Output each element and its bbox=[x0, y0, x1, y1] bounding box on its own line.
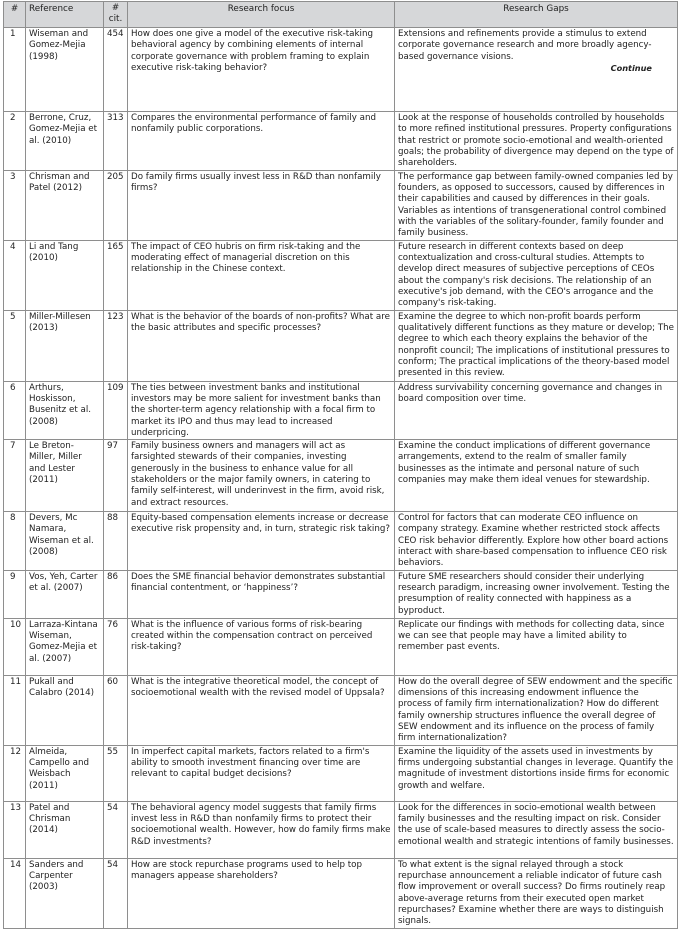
row-reference bbox=[26, 170, 104, 240]
row-citations bbox=[104, 28, 128, 112]
row-citations-text: 88 bbox=[107, 513, 119, 524]
table-row bbox=[4, 170, 678, 240]
row-reference bbox=[26, 512, 104, 571]
row-reference bbox=[26, 440, 104, 512]
row-number bbox=[4, 745, 26, 801]
row-research-gaps bbox=[395, 310, 678, 381]
row-reference-text: Le Breton-Miller, Miller and Lester (2011) bbox=[29, 441, 82, 486]
row-reference-text: Sanders and Carpenter (2003) bbox=[29, 859, 84, 893]
row-research-gaps bbox=[395, 112, 678, 171]
row-citations bbox=[104, 675, 128, 745]
row-citations bbox=[104, 858, 128, 928]
row-citations-text: 109 bbox=[107, 382, 124, 393]
row-reference bbox=[26, 618, 104, 675]
row-citations-text: 313 bbox=[107, 113, 124, 123]
table-row bbox=[4, 381, 678, 440]
row-number-text: 4 bbox=[10, 241, 16, 252]
row-number-text: 9 bbox=[10, 571, 16, 582]
row-research-gaps bbox=[395, 512, 678, 571]
row-research-gaps bbox=[395, 618, 678, 675]
row-reference bbox=[26, 570, 104, 618]
row-research-gaps-text: Examine the degree to which non-profit boards perform qualitatively different functions as they mature or develop; The degree to which each theory explains the behavior of the nonprofit council; The implications of institutional pressures to conform; The practical implications of the theory-based model presented in this review. bbox=[398, 311, 674, 379]
row-research-gaps bbox=[395, 570, 678, 618]
row-reference bbox=[26, 745, 104, 801]
row-citations-text: 97 bbox=[107, 441, 119, 452]
row-citations-text: 60 bbox=[107, 676, 119, 687]
row-number-text: 6 bbox=[10, 382, 16, 393]
table-row bbox=[4, 801, 678, 858]
row-research-gaps bbox=[395, 858, 678, 928]
table-row bbox=[4, 512, 678, 571]
row-number bbox=[4, 440, 26, 512]
row-research-gaps-text: Examine the liquidity of the assets used in investments by firms undergoing substantial changes in leverage. Quantify the magnitude of investment distortions inside firms for economic growth and welfare. bbox=[398, 746, 674, 791]
row-number bbox=[4, 675, 26, 745]
row-research-gaps bbox=[395, 675, 678, 745]
row-research-focus-text: Compares the environmental performance of family and nonfamily public corporations. bbox=[131, 113, 376, 135]
row-research-focus-text: What is the behavior of the boards of non-profits? What are the basic attributes and specific processes? bbox=[131, 311, 390, 333]
row-reference bbox=[26, 675, 104, 745]
row-research-gaps bbox=[395, 170, 678, 240]
row-number-text: 3 bbox=[10, 171, 16, 182]
row-citations bbox=[104, 440, 128, 512]
row-number-text: 13 bbox=[10, 802, 22, 813]
row-reference-text: Patel and Chrisman (2014) bbox=[29, 802, 71, 836]
row-research-gaps-text: Future research in different contexts based on deep contextualization and cross-cultural studies. Attempts to develop direct measures of subjective perceptions of CEOs about the company's risk decisions. The relationship of an executive's job demand, with the CEO's arrogance and the company's risk-taking. bbox=[398, 241, 655, 309]
row-citations-text: 54 bbox=[107, 802, 119, 813]
row-reference-text: Devers, Mc Namara, Wiseman et al. (2008) bbox=[29, 513, 94, 558]
row-reference bbox=[26, 240, 104, 310]
row-number-text: 1 bbox=[10, 29, 16, 39]
table-row bbox=[4, 858, 678, 928]
row-citations-text: 55 bbox=[107, 746, 119, 757]
table-row bbox=[4, 675, 678, 745]
row-reference-text: Vos, Yeh, Carter et al. (2007) bbox=[29, 571, 98, 593]
row-reference-text: Berrone, Cruz, Gomez-Mejia et al. (2010) bbox=[29, 113, 98, 146]
row-research-focus bbox=[128, 618, 395, 675]
row-citations bbox=[104, 112, 128, 171]
row-number bbox=[4, 170, 26, 240]
row-number bbox=[4, 512, 26, 571]
row-citations-text: 123 bbox=[107, 311, 124, 322]
row-research-gaps-text: Future SME researchers should consider their underlying research paradigm, increasing owner involvement. Testing the presumption of reality connected with happiness as a byproduct. bbox=[398, 571, 670, 616]
row-research-focus bbox=[128, 801, 395, 858]
row-citations bbox=[104, 170, 128, 240]
row-citations bbox=[104, 618, 128, 675]
row-research-focus bbox=[128, 112, 395, 171]
row-research-focus bbox=[128, 512, 395, 571]
table-row bbox=[4, 570, 678, 618]
row-research-focus-text: Equity-based compensation elements increase or decrease executive risk propensity and, in turn, strategic risk taking? bbox=[131, 513, 390, 535]
table-row bbox=[4, 618, 678, 675]
row-research-gaps bbox=[395, 745, 678, 801]
row-research-gaps bbox=[395, 28, 678, 112]
row-research-gaps bbox=[395, 381, 678, 440]
row-research-focus-text: Family business owners and managers will act as farsighted stewards of their companies, investing generously in the business to enhance value for all stakeholders or the major family owners, in catering to family self-interest, will underinvest in the firm, avoid risk, and extract resources. bbox=[131, 441, 385, 508]
row-research-focus bbox=[128, 745, 395, 801]
row-citations-text: 205 bbox=[107, 171, 124, 182]
row-research-focus-text: In imperfect capital markets, factors related to a firm's ability to smooth investment financing over time are relevant to capital budget decisions? bbox=[131, 746, 370, 780]
table-row bbox=[4, 310, 678, 381]
row-number-text: 11 bbox=[10, 676, 22, 687]
row-research-focus bbox=[128, 240, 395, 310]
table-row bbox=[4, 440, 678, 512]
row-research-gaps-text: Examine the conduct implications of different governance arrangements, extend to the realm of smaller family businesses as the intimate and personal nature of such companies may make them ideal venues for stewardship. bbox=[398, 441, 651, 486]
row-research-focus-text: The ties between investment banks and institutional investors may be more salient for investment banks than the shorter-term agency relationship with a focal firm to market its IPO and thus may lead to increased underpricing. bbox=[131, 382, 381, 438]
table-header-row bbox=[4, 2, 678, 28]
row-number-text: 12 bbox=[10, 746, 22, 757]
row-research-gaps-text: Control for factors that can moderate CEO influence on company strategy. Examine whether restricted stock affects CEO risk behavior differently. Explore how other board actions interact with share-based compensation to influence CEO risk behaviors. bbox=[398, 513, 669, 569]
row-research-gaps bbox=[395, 440, 678, 512]
continue-note: Continue bbox=[610, 62, 652, 73]
row-research-gaps-text: Replicate our findings with methods for collecting data, since we can see that people may have a limited ability to remember past events. bbox=[398, 619, 665, 653]
row-citations-text: 76 bbox=[107, 619, 119, 630]
row-research-focus bbox=[128, 570, 395, 618]
row-citations-text: 165 bbox=[107, 241, 124, 252]
row-number-text: 10 bbox=[10, 619, 22, 630]
header-research-focus: Research focus bbox=[128, 2, 395, 28]
row-reference bbox=[26, 801, 104, 858]
row-reference-text: Almeida, Campello and Weisbach (2011) bbox=[29, 746, 89, 791]
row-reference-text: Arthurs, Hoskisson, Busenitz et al. (2008) bbox=[29, 382, 91, 427]
row-citations-text: 86 bbox=[107, 571, 119, 582]
row-number bbox=[4, 112, 26, 171]
row-number-text: 2 bbox=[10, 113, 16, 123]
row-number-text: 7 bbox=[10, 441, 16, 452]
row-research-focus-text: How does one give a model of the executive risk-taking behavioral agency by combining elements of internal corporate governance with problem framing to explain executive risk-taking behavior? bbox=[131, 29, 373, 73]
row-number-text: 5 bbox=[10, 311, 16, 322]
row-research-focus bbox=[128, 675, 395, 745]
row-research-focus bbox=[128, 440, 395, 512]
table-row bbox=[4, 240, 678, 310]
row-research-gaps-text: Extensions and refinements provide a stimulus to extend corporate governance research and more broadly agency-based governance visions. bbox=[398, 29, 652, 62]
row-reference bbox=[26, 381, 104, 440]
row-number bbox=[4, 240, 26, 310]
row-reference-text: Li and Tang (2010) bbox=[29, 241, 79, 263]
row-number bbox=[4, 570, 26, 618]
row-number bbox=[4, 381, 26, 440]
row-research-focus-text: Does the SME financial behavior demonstrates substantial financial contentment, or ‘happiness’? bbox=[131, 571, 386, 593]
row-number bbox=[4, 310, 26, 381]
row-number bbox=[4, 858, 26, 928]
row-reference bbox=[26, 858, 104, 928]
row-research-focus-text: What is the integrative theoretical model, the concept of socioemotional wealth with the revised model of Uppsala? bbox=[131, 676, 385, 698]
literature-review-table bbox=[3, 1, 678, 929]
row-reference-text: Miller-Millesen (2013) bbox=[29, 311, 91, 333]
row-reference bbox=[26, 310, 104, 381]
row-research-focus-text: What is the influence of various forms of risk-bearing created within the compensation contract on perceived risk-taking? bbox=[131, 619, 373, 653]
row-research-gaps-text: To what extent is the signal relayed through a stock repurchase announcement a reliable indicator of future cash flow improvement or overall success? Do firms routinely reap above-average returns from their executed open market repurchases? Examine whether there are ways to distinguish signals. bbox=[398, 859, 666, 927]
row-citations bbox=[104, 512, 128, 571]
header-research-gaps: Research Gaps bbox=[395, 2, 678, 28]
row-citations bbox=[104, 570, 128, 618]
row-number-text: 8 bbox=[10, 513, 16, 524]
row-research-focus bbox=[128, 170, 395, 240]
row-reference-text: Chrisman and Patel (2012) bbox=[29, 171, 90, 193]
row-research-focus-text: The behavioral agency model suggests that family firms invest less in R&D than nonfamily firms to protect their socioemotional wealth. However, how do family firms make R&D investments? bbox=[131, 802, 391, 847]
row-research-focus-text: The impact of CEO hubris on firm risk-taking and the moderating effect of managerial discretion on this relationship in the Chinese context. bbox=[131, 241, 361, 275]
row-research-focus-text: Do family firms usually invest less in R&D than nonfamily firms? bbox=[131, 171, 381, 193]
row-number bbox=[4, 618, 26, 675]
row-reference bbox=[26, 112, 104, 171]
row-number bbox=[4, 801, 26, 858]
row-number bbox=[4, 28, 26, 112]
row-citations bbox=[104, 310, 128, 381]
header-number: # bbox=[4, 2, 26, 28]
row-research-gaps-text: Address survivability concerning governance and changes in board composition over time. bbox=[398, 382, 663, 404]
table-row bbox=[4, 28, 678, 112]
header-citations: # cit. bbox=[104, 2, 128, 28]
row-research-gaps-text: Look for the differences in socio-emotional wealth between family businesses and the resulting impact on risk. Consider the use of scale-based measures to directly assess the socio-emotional wealth and strategic intentions of family businesses. bbox=[398, 802, 674, 847]
row-research-gaps bbox=[395, 801, 678, 858]
row-citations bbox=[104, 745, 128, 801]
row-citations-text: 454 bbox=[107, 29, 124, 39]
row-research-focus bbox=[128, 310, 395, 381]
row-reference-text: Pukall and Calabro (2014) bbox=[29, 676, 94, 698]
row-research-gaps-text: The performance gap between family-owned companies led by founders, as opposed to successors, caused by differences in their capabilities and caused by differences in their goals. Variables as intentions of transgenerational control combined with the variables of the solitary-founder, family founder and family business. bbox=[398, 171, 673, 239]
row-number-text: 14 bbox=[10, 859, 22, 870]
row-reference-text: Wiseman and Gomez-Mejia (1998) bbox=[29, 29, 89, 62]
row-reference-text: Larraza-Kintana Wiseman, Gomez-Mejia et al. (2007) bbox=[29, 619, 98, 664]
row-research-gaps bbox=[395, 240, 678, 310]
table-row bbox=[4, 112, 678, 171]
table-body bbox=[4, 28, 678, 929]
row-citations bbox=[104, 801, 128, 858]
row-citations bbox=[104, 381, 128, 440]
row-citations bbox=[104, 240, 128, 310]
row-research-focus bbox=[128, 858, 395, 928]
table-row bbox=[4, 745, 678, 801]
row-research-focus bbox=[128, 28, 395, 112]
row-research-focus bbox=[128, 381, 395, 440]
row-citations-text: 54 bbox=[107, 859, 119, 870]
row-research-gaps-text: How do the overall degree of SEW endowment and the specific dimensions of this increasing endowment influence the process of family firm internationalization? How do different family ownership structures influence the overall degree of SEW endowment and its influence on the process of family firm internationalization? bbox=[398, 676, 673, 744]
row-research-gaps-text: Look at the response of households controlled by households to more refined institutional pressures. Property configurations that restrict or promote socio-emotional and wealth-oriented goals; the probability of divergence may depend on the type of shareholders. bbox=[398, 113, 674, 169]
row-reference bbox=[26, 28, 104, 112]
header-reference: Reference bbox=[26, 2, 104, 28]
row-research-focus-text: How are stock repurchase programs used to help top managers appease shareholders? bbox=[131, 859, 362, 881]
